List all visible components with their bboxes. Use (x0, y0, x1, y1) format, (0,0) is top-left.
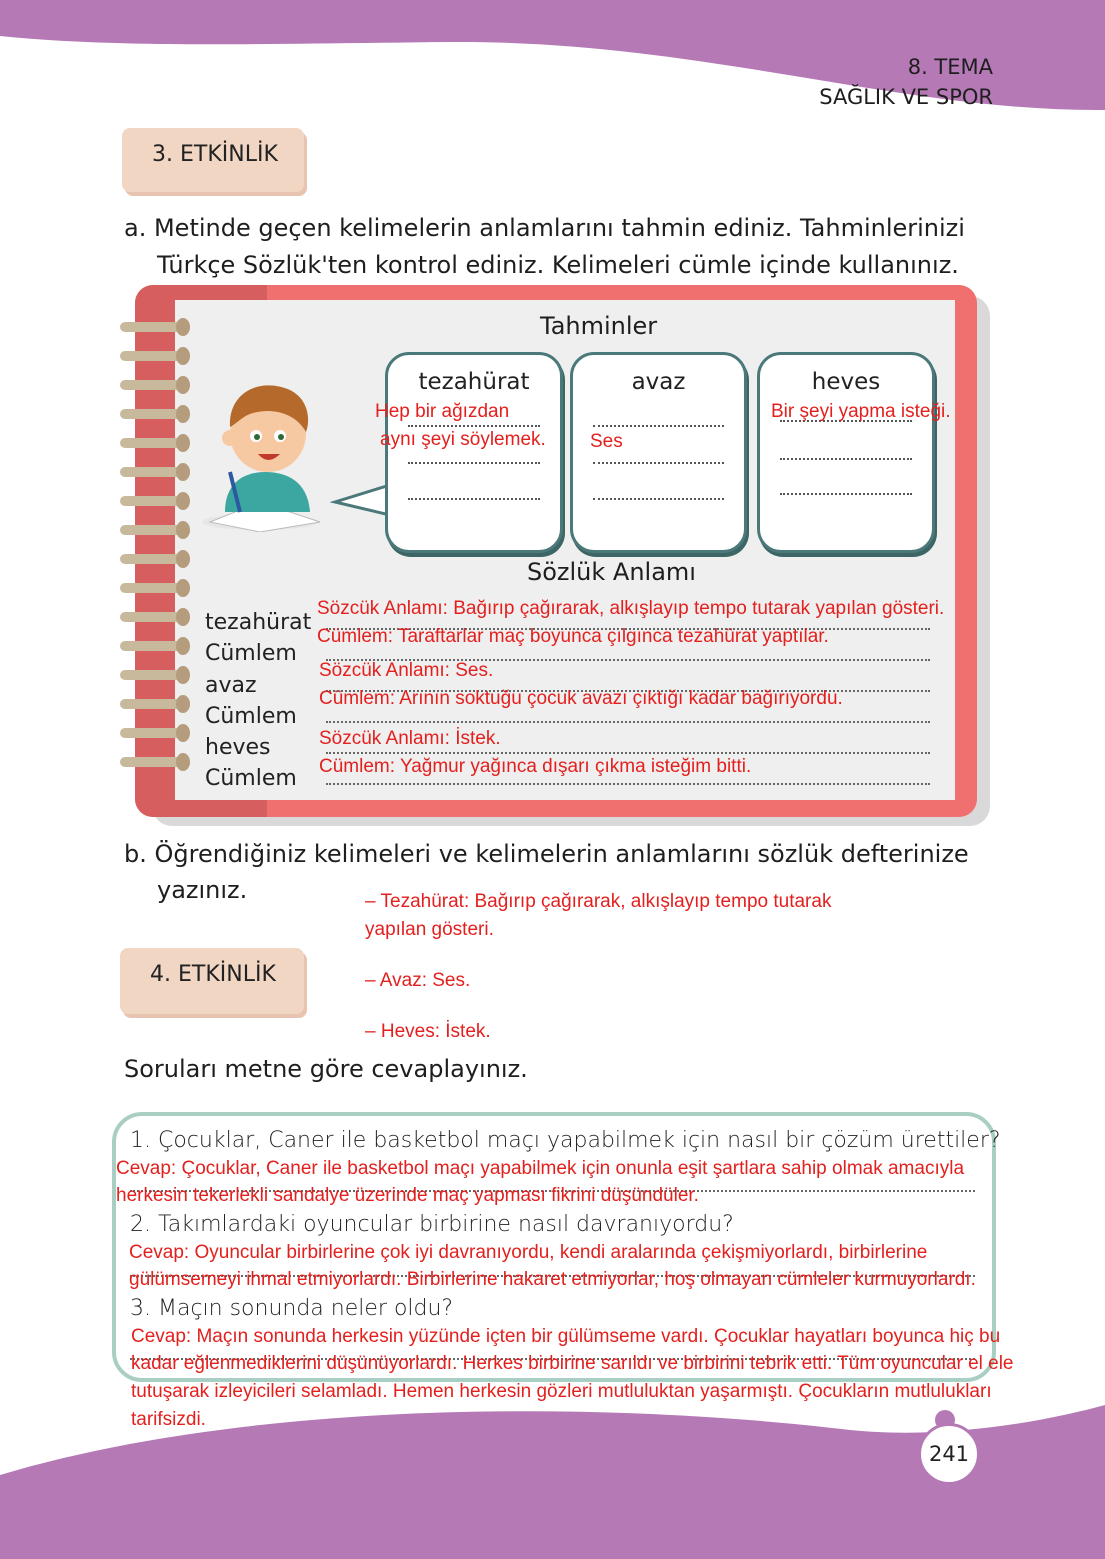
answer-1: Cevap: Çocuklar, Caner ile basketbol maçı yapabilmek için onunla eşit şartlara sahip olmak amacıyla (116, 1158, 965, 1179)
question-1: 1. Çocuklar, Caner ile basketbol maçı yapabilmek için nasıl bir çözüm ürettiler? (130, 1128, 1001, 1153)
guess-answer: Ses (590, 431, 623, 452)
answer-2: gülümsemeyi ihmal etmiyorlardı. Birbirlerine hakaret etmiyorlar, hoş olmayan cümleler kurmuyorlardı. (129, 1269, 976, 1290)
dictionary-answer: Cümlem: Yağmur yağınca dışarı çıkma isteğim bitti. (319, 756, 752, 777)
guess-card-heves (757, 352, 935, 553)
b-answer: – Tezahürat: Bağırıp çağırarak, alkışlayıp tempo tutarak (365, 891, 832, 912)
activity-3-label: 3. ETKİNLİK (152, 142, 278, 167)
activity-3-badge (122, 128, 304, 192)
page-number-badge (918, 1423, 980, 1485)
guess-card-tezahurat (385, 352, 563, 553)
guess-word: heves (811, 369, 881, 395)
b-answer: yapılan gösteri. (365, 919, 494, 940)
answer-3: Cevap: Maçın sonunda herkesin yüzünde içten bir gülümseme vardı. Çocuklar hayatları boyunca hiç bu (131, 1326, 1001, 1347)
row-label: Cümlem (205, 641, 297, 666)
activity-4-badge (120, 948, 304, 1014)
guess-word: tezahürat (418, 369, 530, 395)
b-answer: – Heves: İstek. (365, 1021, 491, 1042)
instruction-b-line2: yazınız. (157, 876, 248, 904)
guess-answer: aynı şeyi söylemek. (380, 429, 546, 450)
instruction-a-line1: a. Metinde geçen kelimelerin anlamlarını tahmin ediniz. Tahminlerinizi (124, 214, 965, 242)
dictionary-title: Sözlük Anlamı (527, 558, 696, 586)
speech-pointer (330, 480, 392, 520)
row-label: heves (205, 735, 271, 760)
row-label: Cümlem (205, 704, 297, 729)
theme-number: 8. TEMA (907, 55, 993, 79)
dictionary-answer: Cümlem: Arının soktuğu çocuk avazı çıktığı kadar bağırıyordu. (319, 688, 843, 709)
answer-3: tarifsizdi. (131, 1409, 206, 1430)
question-2: 2. Takımlardaki oyuncular birbirine nasıl davranıyordu? (130, 1212, 734, 1237)
row-label: Cümlem (205, 766, 297, 791)
answer-3: tutuşarak izleyicileri selamladı. Hemen herkesin gözleri mutluluktan yaşarmıştı. Çocukların mutlulukları (131, 1381, 992, 1402)
answer-3: kadar eğlenmediklerini düşünüyorlardı. Herkes birbirine sarıldı ve birbirini tebrik etti. Tüm oyuncular el ele (131, 1353, 1014, 1374)
guess-word: avaz (631, 369, 686, 395)
activity-4-label: 4. ETKİNLİK (150, 962, 276, 987)
dictionary-answer: Sözcük Anlamı: İstek. (319, 728, 501, 749)
row-label: avaz (205, 673, 257, 698)
instruction-b-line1: b. Öğrendiğiniz kelimeleri ve kelimelerin anlamlarını sözlük defterinize (124, 840, 969, 868)
row-label: tezahürat (205, 610, 312, 635)
dictionary-answer: Cümlem: Taraftarlar maç boyunca çılgınca tezahürat yaptılar. (317, 626, 829, 647)
dictionary-answer: Sözcük Anlamı: Ses. (319, 660, 494, 681)
activity-4-instruction: Soruları metne göre cevaplayınız. (124, 1055, 528, 1083)
b-answer: – Avaz: Ses. (365, 970, 471, 991)
instruction-a (124, 210, 965, 284)
boy-writing-illustration (200, 372, 330, 532)
theme-title: SAĞLIK VE SPOR (819, 85, 993, 109)
answer-2: Cevap: Oyuncular birbirlerine çok iyi davranıyordu, kendi aralarında çekişmiyorlardı, birbirlerine (129, 1242, 928, 1263)
page-number: 241 (928, 1442, 970, 1466)
instruction-a-line2: Türkçe Sözlük'ten kontrol ediniz. Kelimeleri cümle içinde kullanınız. (157, 251, 959, 279)
theme-header (819, 52, 993, 112)
guess-answer: Hep bir ağızdan (375, 401, 510, 422)
question-3: 3. Maçın sonunda neler oldu? (130, 1296, 454, 1321)
dictionary-answer: Sözcük Anlamı: Bağırıp çağırarak, alkışlayıp tempo tutarak yapılan gösteri. (317, 598, 945, 619)
guesses-title: Tahminler (540, 312, 658, 340)
answer-1: herkesin tekerlekli sandalye üzerinde maç yapması fikrini düşündüler. (116, 1185, 699, 1206)
guess-answer: Bir şeyi yapma isteği. (771, 401, 951, 422)
